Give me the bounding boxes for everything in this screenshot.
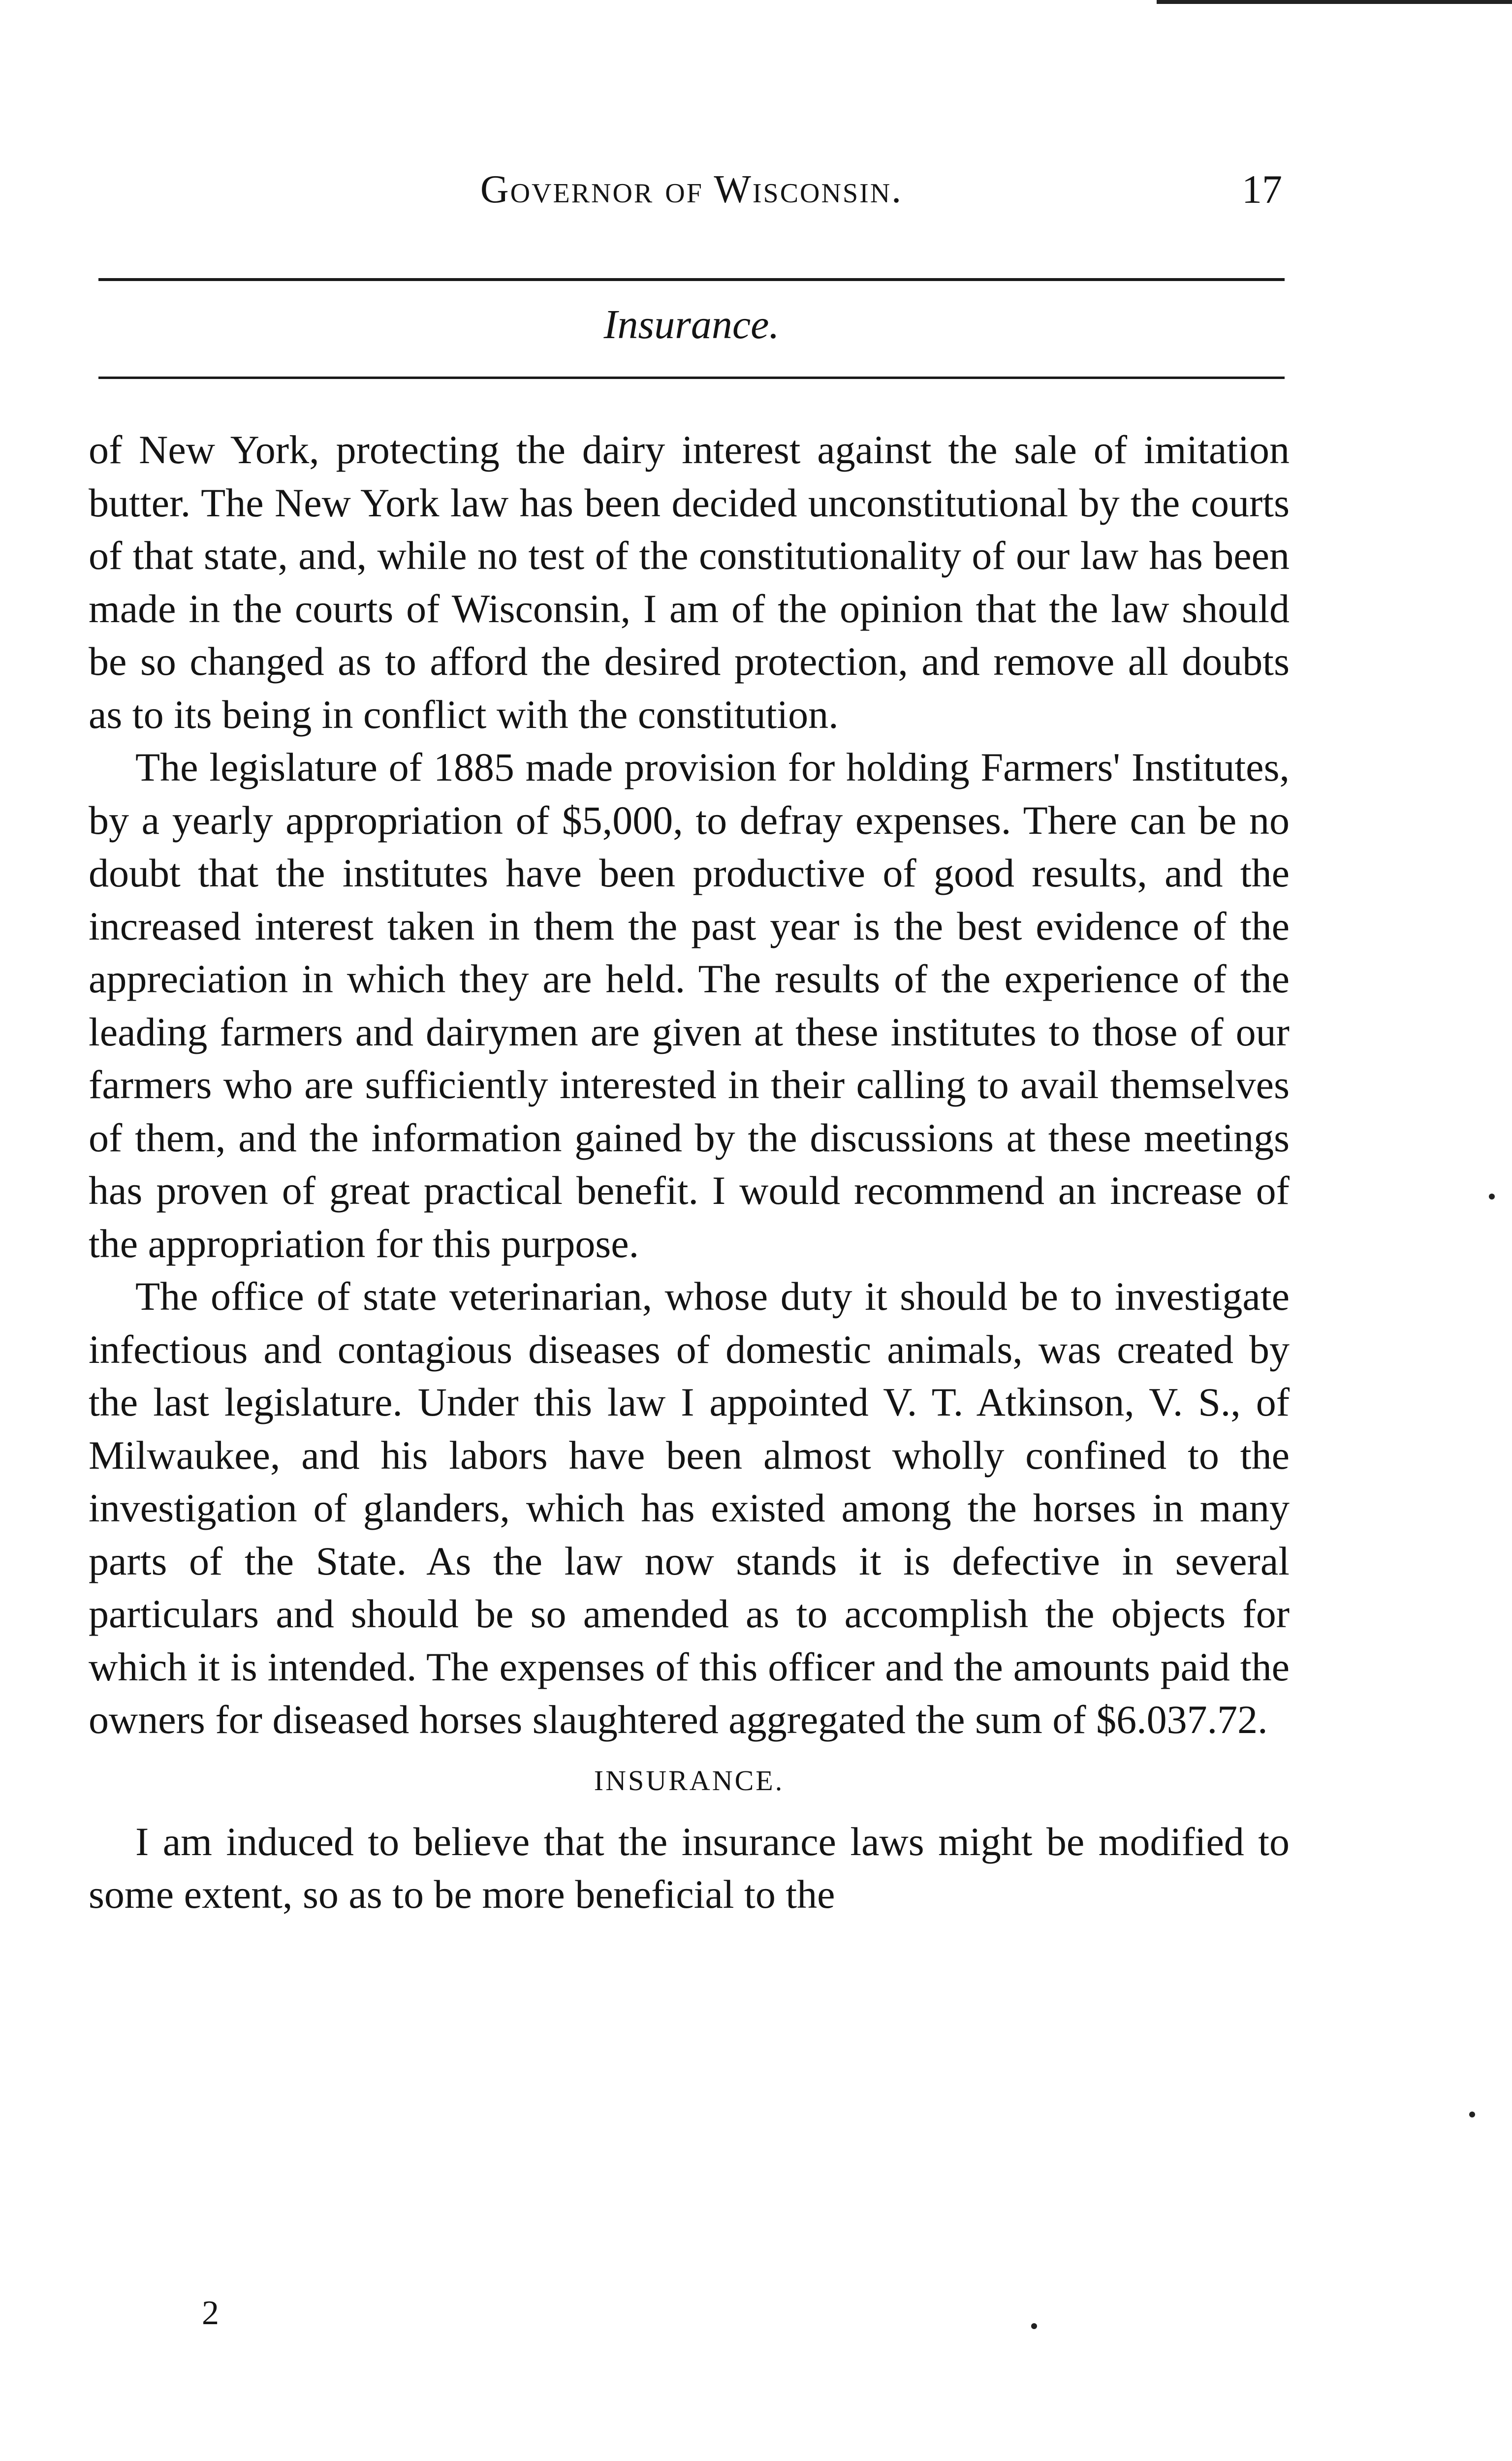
header-rule-top (98, 278, 1285, 281)
print-speck (1469, 2112, 1475, 2117)
subheading-insurance: INSURANCE. (594, 1764, 785, 1797)
paragraph-continued: of New York, protecting the dairy interest against the sale of imitation butter. The New York law has been decided unconstitutional by the courts of that state, and, while no test of the constitutionality of our law has been made in the courts of Wisconsin, I am of the opinion that the law should be so changed as to afford the desired protection, and remove all doubts as to its being in conflict with the constitution. (89, 427, 1290, 737)
header-rule-bottom (98, 377, 1285, 379)
page-header (96, 162, 1287, 217)
print-speck (1489, 1194, 1495, 1199)
page-number: 17 (1242, 167, 1282, 212)
body-text (89, 423, 1290, 1921)
paragraph-insurance: I am induced to believe that the insurance laws might be modified to some extent, so as to be more beneficial to the (89, 1819, 1290, 1917)
signature-mark: 2 (202, 2294, 219, 2332)
running-title: Governor of Wisconsin. (480, 168, 903, 211)
paragraph-farmers-institutes: The legislature of 1885 made provision for holding Farmers' Institutes, by a yearly appropriation of $5,000, to defray expenses. There can be no doubt that the institutes have been productive of good results, and the increased interest taken in them the past year is the best evidence of the appreciation in which they are held. The results of the experience of the leading farmers and dairymen are given at these institutes to those of our farmers who are sufficiently interested in their calling to avail themselves of them, and the information gained by the discussions at these meetings has proven of great practical benefit. I would recommend an increase of the appropriation for this purpose. (89, 745, 1290, 1266)
print-speck (1031, 2323, 1037, 2329)
section-heading: Insurance. (603, 302, 780, 347)
paragraph-state-veterinarian: The office of state veterinarian, whose duty it should be to investigate infectious and contagious diseases of domestic animals, was created by the last legislature. Under this law I appointed V. T. Atkinson, V. S., of Milwaukee, and his labors have been almost wholly confined to the investigation of glanders, which has existed among the horses in many parts of the State. As the law now stands it is defective in several particulars and should be so amended as to accomplish the objects for which it is intended. The expenses of this officer and the amounts paid the owners for diseased horses slaughtered aggregated the sum of $6.037.72. (89, 1274, 1290, 1742)
page-edge-rule (1157, 0, 1512, 4)
